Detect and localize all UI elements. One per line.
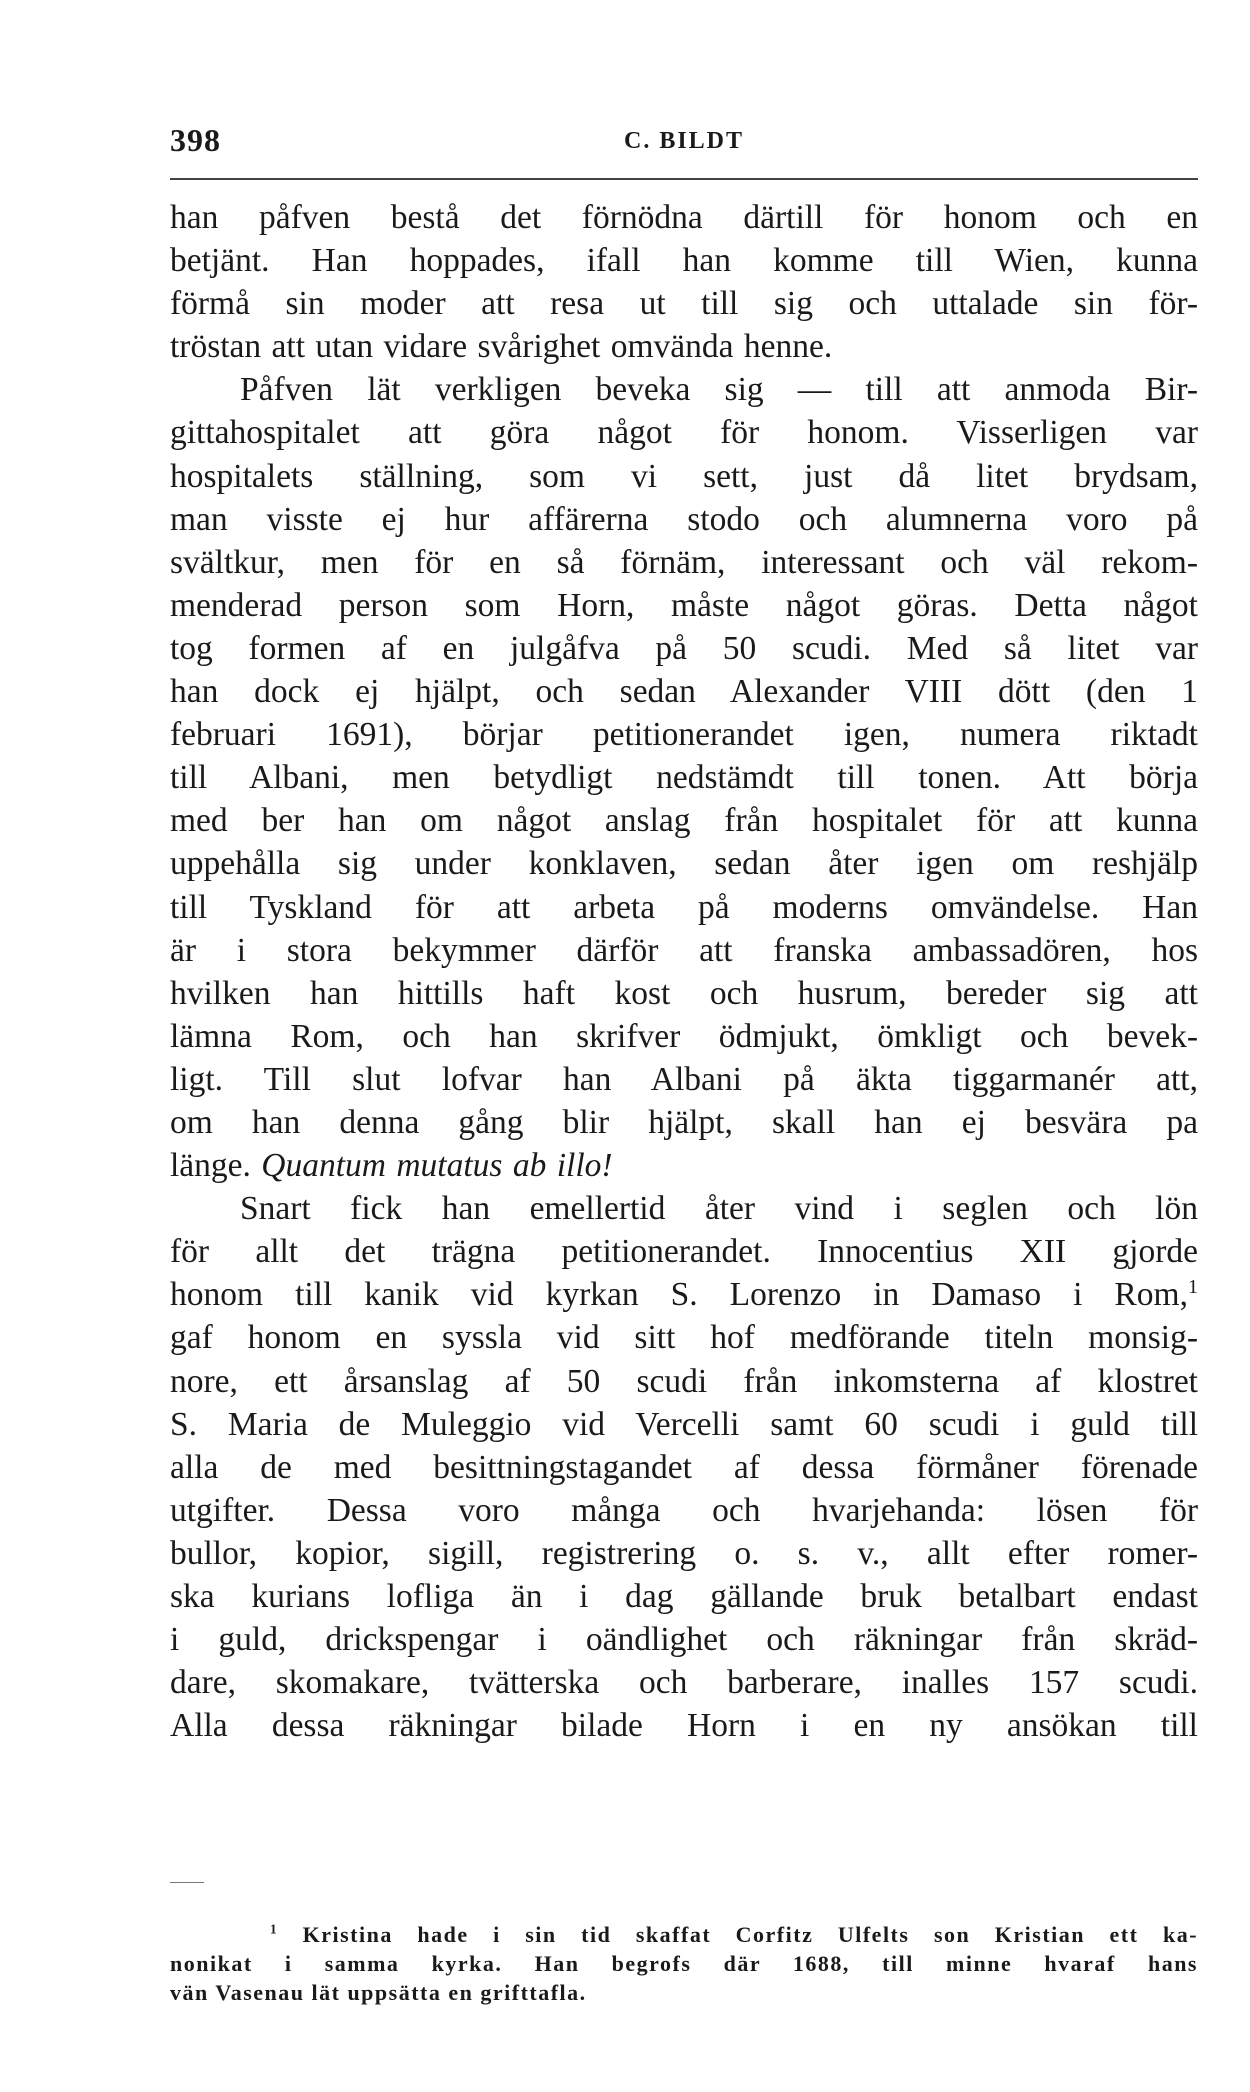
text-line: dare, skomakare, tvätterska och barberare, inalles 157 scudi.: [170, 1664, 1198, 1702]
text-line: man visste ej hur affärerna stodo och alumnerna voro på: [170, 500, 1198, 538]
footnote-line: nonikat i samma kyrka. Han begrofs där 1688, till minne hvaraf hans: [170, 1951, 1198, 1976]
running-head: C. BILDT: [623, 128, 745, 154]
text-line: Påfven lät verkligen beveka sig — till att anmoda Bir-: [240, 371, 1198, 409]
footnote-marker: 1: [270, 1921, 279, 1937]
text-line: februari 1691), börjar petitionerandet igen, numera riktadt: [170, 716, 1198, 754]
text-line: [170, 1144, 1198, 1187]
footnote-line: vän Vasenau lät uppsätta en grifttafla.: [170, 1980, 587, 2005]
text-line: utgifter. Dessa voro många och hvarjehanda: lösen för: [170, 1491, 1198, 1529]
footnote-text: Kristina hade i sin tid skaffat Corfitz Ulfelts son Kristian ett ka-: [302, 1922, 1198, 1947]
text-line: till Tyskland för att arbeta på moderns omvändelse. Han: [170, 888, 1198, 926]
text-line: gaf honom en syssla vid sitt hof medförande titeln monsig-: [170, 1319, 1198, 1357]
book-page: [170, 0, 1198, 2092]
footnote-line: [170, 1920, 1198, 1949]
text-line: [170, 1273, 1198, 1316]
text-line: i guld, drickspengar i oändlighet och räkningar från skräd-: [170, 1621, 1198, 1659]
text-line: han dock ej hjälpt, och sedan Alexander VIII dött (den 1: [170, 673, 1198, 711]
text-line: med ber han om något anslag från hospitalet för att kunna: [170, 802, 1198, 840]
header-rule: [170, 178, 1198, 180]
text-line-content: honom till kanik vid kyrkan S. Lorenzo in Damaso i Rom,: [170, 1276, 1188, 1314]
text-line: nore, ett årsanslag af 50 scudi från inkomsterna af klostret: [170, 1362, 1198, 1400]
text-line: till Albani, men betydligt nedstämdt till tonen. Att börja: [170, 759, 1198, 797]
text-line: uppehålla sig under konklaven, sedan åter igen om reshjälp: [170, 845, 1198, 883]
text-line: han påfven bestå det förnödna därtill för honom och en: [170, 199, 1198, 236]
page-header: [170, 122, 1198, 168]
text-line: S. Maria de Muleggio vid Vercelli samt 60 scudi i guld till: [170, 1405, 1198, 1443]
text-line: betjänt. Han hoppades, ifall han komme till Wien, kunna: [170, 242, 1198, 280]
text-line: bullor, kopior, sigill, registrering o. s. v., allt efter romer-: [170, 1534, 1198, 1572]
text-line: Alla dessa räkningar bilade Horn i en ny ansökan till: [170, 1707, 1198, 1745]
body-text: [170, 196, 1198, 1747]
text-line: ligt. Till slut lofvar han Albani på äkta tiggarmanér att,: [170, 1060, 1198, 1098]
text-line: förmå sin moder att resa ut till sig och uttalade sin för-: [170, 285, 1198, 323]
text-line: menderad person som Horn, måste något göras. Detta något: [170, 586, 1198, 624]
footnote-rule: [170, 1882, 204, 1883]
text-line: tröstan att utan vidare svårighet omvända henne.: [170, 328, 833, 366]
footnote-reference: 1: [1187, 1276, 1198, 1299]
text-line: tog formen af en julgåfva på 50 scudi. Med så litet var: [170, 629, 1198, 667]
text-line: om han denna gång blir hjälpt, skall han ej besvära pa: [170, 1103, 1198, 1141]
text-line: ska kurians lofliga än i dag gällande bruk betalbart endast: [170, 1578, 1198, 1615]
italic-phrase: Quantum mutatus ab illo!: [261, 1147, 613, 1185]
text-line: Snart fick han emellertid åter vind i seglen och lön: [240, 1190, 1198, 1228]
text-line: för allt det trägna petitionerandet. Innocentius XII gjorde: [170, 1233, 1198, 1271]
text-line: är i stora bekymmer därför att franska ambassadören, hos: [170, 931, 1198, 969]
page-number: 398: [170, 122, 221, 158]
text-line: svältkur, men för en så förnäm, interessant och väl rekom-: [170, 543, 1198, 581]
footnotes: [170, 1920, 1198, 2007]
text-line: alla de med besittningstagandet af dessa förmåner förenade: [170, 1448, 1198, 1486]
text-line-start: länge.: [170, 1147, 251, 1185]
text-line: hvilken han hittills haft kost och husrum, bereder sig att: [170, 974, 1198, 1012]
text-line: gittahospitalet att göra något för honom. Visserligen var: [170, 414, 1198, 452]
text-line: hospitalets ställning, som vi sett, just då litet brydsam,: [170, 457, 1198, 495]
text-line: lämna Rom, och han skrifver ödmjukt, ömkligt och bevek-: [170, 1017, 1198, 1055]
